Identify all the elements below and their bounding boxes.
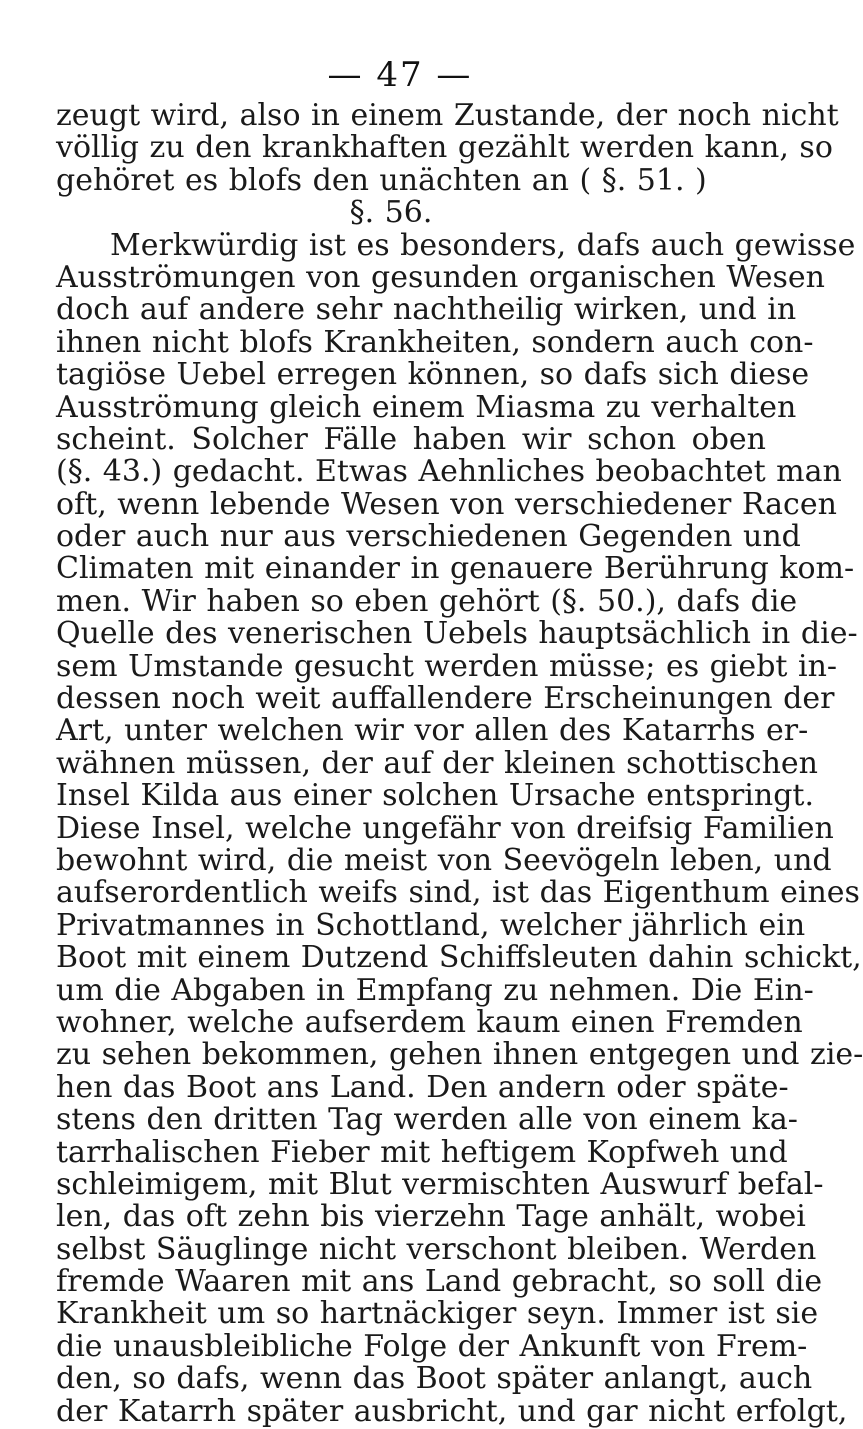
text-line: bewohnt wird, die meist von Seevögeln leben, und xyxy=(56,842,832,878)
text-line: Ausströmungen von gesunden organischen Wesen xyxy=(56,259,825,295)
body-text xyxy=(56,98,863,1429)
text-line: zeugt wird, also in einem Zustande, der noch nicht xyxy=(56,98,839,133)
text-line: Quelle des venerischen Uebels hauptsächlich in die- xyxy=(56,616,858,652)
text-line: den, so dafs, wenn das Boot später anlangt, auch xyxy=(56,1361,813,1397)
text-line: Merkwürdig ist es besonders, dafs auch gewisse xyxy=(110,227,856,263)
text-line: Insel Kilda aus einer solchen Ursache entspringt. xyxy=(56,778,815,814)
text-line: hen das Boot ans Land. Den andern oder späte- xyxy=(56,1069,789,1105)
text-line: Diese Insel, welche ungefähr von dreifsig Familien xyxy=(56,810,834,846)
text-line: men. Wir haben so eben gehört (§. 50.), dafs die xyxy=(56,583,798,619)
text-line: oder auch nur aus verschiedenen Gegenden und xyxy=(56,519,801,555)
section-heading: §. 56. xyxy=(349,195,433,231)
text-line: gehöret es blofs den unächten an ( §. 51. ) xyxy=(56,162,707,198)
paragraph-before xyxy=(56,98,839,198)
text-line: die unausbleibliche Folge der Ankunft von Frem- xyxy=(56,1328,808,1364)
text-line: stens den dritten Tag werden alle von einem ka- xyxy=(56,1102,798,1138)
text-line: zu sehen bekommen, gehen ihnen entgegen und zie- xyxy=(56,1037,863,1073)
text-line: fremde Waaren mit ans Land gebracht, so soll die xyxy=(56,1264,823,1300)
page-number: — 47 — xyxy=(327,55,473,95)
text-line: ihnen nicht blofs Krankheiten, sondern auch con- xyxy=(56,324,814,360)
text-line: Privatmannes in Schottland, welcher jährlich ein xyxy=(56,907,806,943)
text-line: völlig zu den krankhaften gezählt werden kann, so xyxy=(56,130,833,166)
text-line: oft, wenn lebende Wesen von verschiedener Racen xyxy=(56,486,837,522)
text-line: scheint. Solcher Fälle haben wir schon oben xyxy=(56,421,766,457)
text-line: der Katarrh später ausbricht, und gar nicht erfolgt, xyxy=(56,1393,848,1429)
text-line: doch auf andere sehr nachtheilig wirken, und in xyxy=(56,292,797,328)
text-line: Ausströmung gleich einem Miasma zu verhalten xyxy=(56,389,797,425)
text-line: dessen noch weit auffallendere Erscheinungen der xyxy=(56,681,835,717)
paragraph-main xyxy=(56,227,863,1429)
text-line: schleimigem, mit Blut vermischten Auswurf befal- xyxy=(56,1166,824,1202)
text-line: Boot mit einem Dutzend Schiffsleuten dahin schickt, xyxy=(56,940,862,976)
text-line: tagiöse Uebel erregen können, so dafs sich diese xyxy=(56,357,810,393)
text-line: wohner, welche aufserdem kaum einen Fremden xyxy=(56,1004,803,1040)
text-line: selbst Säuglinge nicht verschont bleiben. Werden xyxy=(56,1231,817,1267)
text-line: um die Abgaben in Empfang zu nehmen. Die Ein- xyxy=(56,972,814,1008)
text-line: aufserordentlich weifs sind, ist das Eigenthum eines xyxy=(56,875,860,911)
text-line: sem Umstande gesucht werden müsse; es giebt in- xyxy=(56,648,838,684)
text-line: Climaten mit einander in genauere Berührung kom- xyxy=(56,551,855,587)
text-line: wähnen müssen, der auf der kleinen schottischen xyxy=(56,745,818,781)
text-line: Krankheit um so hartnäckiger seyn. Immer ist sie xyxy=(56,1296,819,1332)
text-line: tarrhalischen Fieber mit heftigem Kopfweh und xyxy=(56,1134,788,1170)
text-line: Art, unter welchen wir vor allen des Katarrhs er- xyxy=(56,713,809,749)
text-line: len, das oft zehn bis vierzehn Tage anhält, wobei xyxy=(56,1199,806,1235)
text-line: (§. 43.) gedacht. Etwas Aehnliches beobachtet man xyxy=(56,454,842,490)
